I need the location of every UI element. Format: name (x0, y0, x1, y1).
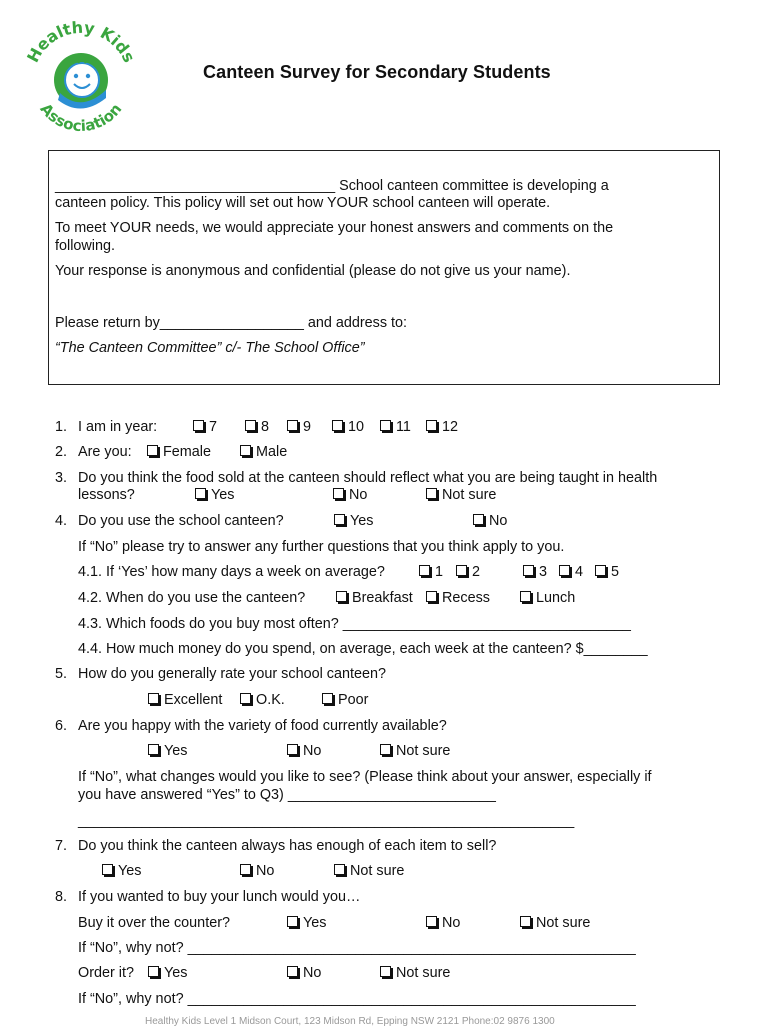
q7-text: Do you think the canteen always has enough of each item to sell? (78, 838, 497, 854)
q42-option-lunch[interactable]: Lunch (520, 590, 575, 606)
checkbox-icon[interactable] (240, 864, 251, 875)
q4-text: Do you use the school canteen? (78, 513, 284, 529)
q2-text: Are you: (78, 444, 132, 460)
checkbox-icon[interactable] (287, 420, 298, 431)
q42-option-breakfast[interactable]: Breakfast (336, 590, 413, 606)
checkbox-icon[interactable] (380, 966, 391, 977)
q7-option-no[interactable]: No (240, 863, 274, 879)
q4-option-no[interactable]: No (473, 513, 507, 529)
checkbox-icon[interactable] (595, 565, 606, 576)
intro-line-4: following. (55, 238, 115, 254)
checkbox-icon[interactable] (334, 864, 345, 875)
q41-option-2[interactable]: 2 (456, 564, 480, 580)
intro-line-5: Your response is anonymous and confidential (please do not give us your name). (55, 263, 571, 279)
checkbox-icon[interactable] (333, 488, 344, 499)
q8-why-not-1: If “No”, why not? ________________________________________________________ (78, 940, 636, 956)
q8-text: If you wanted to buy your lunch would you… (78, 889, 361, 905)
q6-option-yes[interactable]: Yes (148, 743, 187, 759)
checkbox-icon[interactable] (419, 565, 430, 576)
checkbox-icon[interactable] (380, 744, 391, 755)
q6-option-not-sure[interactable]: Not sure (380, 743, 450, 759)
q8-number: 8. (55, 889, 68, 905)
q42-option-recess[interactable]: Recess (426, 590, 490, 606)
checkbox-icon[interactable] (334, 514, 345, 525)
checkbox-icon[interactable] (245, 420, 256, 431)
q3-option-no[interactable]: No (333, 487, 367, 503)
checkbox-icon[interactable] (287, 916, 298, 927)
q5-option-poor[interactable]: Poor (322, 692, 368, 708)
q8-counter-option-no[interactable]: No (426, 915, 460, 931)
q41-option-3[interactable]: 3 (523, 564, 547, 580)
q1-text: I am in year: (78, 419, 158, 435)
checkbox-icon[interactable] (195, 488, 206, 499)
checkbox-icon[interactable] (102, 864, 113, 875)
q5-text: How do you generally rate your school canteen? (78, 666, 386, 682)
q8-order-option-not-sure[interactable]: Not sure (380, 965, 450, 981)
checkbox-icon[interactable] (473, 514, 484, 525)
checkbox-icon[interactable] (332, 420, 343, 431)
q6-follow-line2: you have answered “Yes” to Q3) __________________________ (78, 787, 496, 803)
checkbox-icon[interactable] (380, 420, 391, 431)
checkbox-icon[interactable] (240, 693, 251, 704)
q3-option-yes[interactable]: Yes (195, 487, 234, 503)
logo-face (65, 63, 99, 97)
checkbox-icon[interactable] (148, 693, 159, 704)
q1-option-11[interactable]: 11 (380, 419, 411, 435)
q42-text: 4.2. When do you use the canteen? (78, 590, 306, 606)
intro-line-3: To meet YOUR needs, we would appreciate your honest answers and comments on the (55, 220, 614, 236)
q7-option-yes[interactable]: Yes (102, 863, 141, 879)
checkbox-icon[interactable] (240, 445, 251, 456)
q3-option-not-sure[interactable]: Not sure (426, 487, 496, 503)
healthy-kids-logo (20, 18, 142, 140)
intro-line-6: Please return by__________________ and address to: (55, 315, 408, 331)
q5-option-ok[interactable]: O.K. (240, 692, 285, 708)
q7-number: 7. (55, 838, 68, 854)
checkbox-icon[interactable] (426, 420, 437, 431)
q8-counter-option-not-sure[interactable]: Not sure (520, 915, 590, 931)
intro-line-2: canteen policy. This policy will set out how YOUR school canteen will operate. (55, 195, 551, 211)
checkbox-icon[interactable] (287, 966, 298, 977)
checkbox-icon[interactable] (148, 744, 159, 755)
q8-order-option-no[interactable]: No (287, 965, 321, 981)
checkbox-icon[interactable] (426, 916, 437, 927)
q8-why-not-2: If “No”, why not? ________________________________________________________ (78, 991, 636, 1007)
checkbox-icon[interactable] (456, 565, 467, 576)
checkbox-icon[interactable] (322, 693, 333, 704)
intro-line-7: “The Canteen Committee” c/- The School Office” (55, 340, 365, 356)
q4-number: 4. (55, 513, 68, 529)
q8-counter-text: Buy it over the counter? (78, 915, 230, 931)
q6-follow-line1: If “No”, what changes would you like to see? (Please think about your answer, especially if (78, 769, 652, 785)
q1-option-10[interactable]: 10 (332, 419, 364, 435)
q4-option-yes[interactable]: Yes (334, 513, 373, 529)
q7-option-not-sure[interactable]: Not sure (334, 863, 404, 879)
q3-number: 3. (55, 470, 68, 486)
page-title: Canteen Survey for Secondary Students (203, 62, 551, 82)
q6-number: 6. (55, 718, 68, 734)
q1-option-7[interactable]: 7 (193, 419, 217, 435)
checkbox-icon[interactable] (426, 488, 437, 499)
checkbox-icon[interactable] (520, 916, 531, 927)
checkbox-icon[interactable] (147, 445, 158, 456)
checkbox-icon[interactable] (287, 744, 298, 755)
q44-text: 4.4. How much money do you spend, on average, each week at the canteen? $________ (78, 641, 648, 657)
q5-option-excellent[interactable]: Excellent (148, 692, 222, 708)
intro-line-1: ___________________________________ School canteen committee is developing a (55, 178, 609, 194)
q8-order-text: Order it? (78, 965, 134, 981)
q3-text-line1: Do you think the food sold at the canteen should reflect what you are being taught in health (78, 470, 658, 486)
logo-text-bottom: Association (36, 99, 126, 136)
q6-option-no[interactable]: No (287, 743, 321, 759)
q6-follow-line3: ______________________________________________________________ (78, 813, 575, 829)
checkbox-icon[interactable] (559, 565, 570, 576)
q2-option-female[interactable]: Female (147, 444, 211, 460)
checkbox-icon[interactable] (148, 966, 159, 977)
q41-option-4[interactable]: 4 (559, 564, 583, 580)
q4-note: If “No” please try to answer any further questions that you think apply to you. (78, 539, 565, 555)
q2-option-male[interactable]: Male (240, 444, 287, 460)
q43-text: 4.3. Which foods do you buy most often? ____________________________________ (78, 616, 631, 632)
checkbox-icon[interactable] (193, 420, 204, 431)
checkbox-icon[interactable] (523, 565, 534, 576)
q41-option-1[interactable]: 1 (419, 564, 443, 580)
q41-option-5[interactable]: 5 (595, 564, 619, 580)
checkbox-icon[interactable] (426, 591, 437, 602)
q6-text: Are you happy with the variety of food currently available? (78, 718, 447, 734)
page-footer: Healthy Kids Level 1 Midson Court, 123 Midson Rd, Epping NSW 2121 Phone:02 9876 1300 (145, 1016, 555, 1027)
q8-counter-option-yes[interactable]: Yes (287, 915, 326, 931)
checkbox-icon[interactable] (520, 591, 531, 602)
q5-number: 5. (55, 666, 68, 682)
q1-number: 1. (55, 419, 68, 435)
q1-option-8[interactable]: 8 (245, 419, 269, 435)
q1-option-9[interactable]: 9 (287, 419, 311, 435)
q3-text-line2: lessons? (78, 487, 135, 503)
q41-text: 4.1. If ‘Yes’ how many days a week on average? (78, 564, 385, 580)
logo-text-top: Healthy Kids (23, 18, 139, 66)
q2-number: 2. (55, 444, 68, 460)
q1-option-12[interactable]: 12 (426, 419, 458, 435)
checkbox-icon[interactable] (336, 591, 347, 602)
q8-order-option-yes[interactable]: Yes (148, 965, 187, 981)
